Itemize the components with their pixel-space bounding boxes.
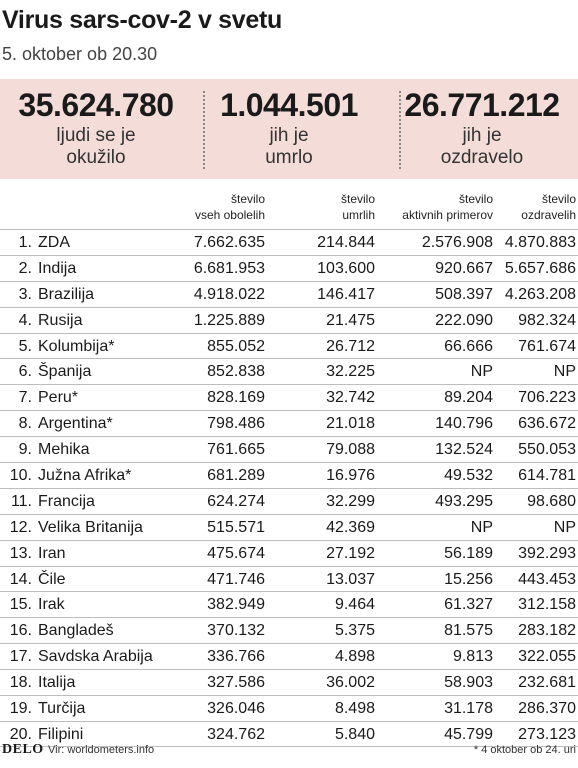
row-value: 32.742 xyxy=(326,389,375,407)
row-country: Španija xyxy=(38,363,92,381)
table-row xyxy=(0,255,578,281)
footer xyxy=(0,742,578,764)
stat-value: 26.771.212 xyxy=(404,87,560,123)
table-row xyxy=(0,229,578,255)
row-value: 42.369 xyxy=(326,518,375,536)
row-value: 1.225.889 xyxy=(193,311,265,329)
table-row xyxy=(0,333,578,359)
column-header-line: aktivnih primerov xyxy=(402,208,493,222)
row-value: 56.189 xyxy=(444,544,493,562)
row-rank: 15. xyxy=(9,596,32,614)
row-value: 4.870.883 xyxy=(504,234,576,251)
column-header-line: vseh obolelih xyxy=(194,208,265,222)
row-country: Bangladeš xyxy=(38,622,114,640)
row-value: 550.053 xyxy=(518,441,576,459)
table-row xyxy=(0,307,578,333)
row-country: Filipini xyxy=(38,725,84,743)
row-value: 624.274 xyxy=(207,492,265,510)
row-rank: 7. xyxy=(18,389,32,407)
row-value: 5.657.686 xyxy=(504,259,576,277)
row-rank: 12. xyxy=(9,518,32,536)
row-value: 222.090 xyxy=(435,311,493,329)
row-value: 336.766 xyxy=(207,648,265,666)
row-value: 21.018 xyxy=(326,415,375,433)
row-rank: 2. xyxy=(18,259,32,277)
column-header-recovered xyxy=(521,191,576,223)
summary-panel xyxy=(0,79,578,179)
row-value: 26.712 xyxy=(326,337,375,355)
row-value: 66.666 xyxy=(444,337,493,355)
row-value: 614.781 xyxy=(518,467,576,485)
row-rank: 17. xyxy=(9,648,32,666)
row-value: 326.046 xyxy=(207,700,265,718)
stat-infected xyxy=(0,79,192,169)
row-country: Iran xyxy=(38,544,66,562)
table-row xyxy=(0,695,578,721)
row-value: 49.532 xyxy=(444,467,493,485)
row-value: 21.475 xyxy=(326,311,375,329)
row-value: 7.662.635 xyxy=(193,234,265,251)
row-value: 382.949 xyxy=(207,596,265,614)
row-country: Velika Britanija xyxy=(38,518,143,536)
row-rank: 3. xyxy=(18,285,32,303)
table-row xyxy=(0,462,578,488)
row-rank: 14. xyxy=(9,570,32,588)
page-title: Virus sars-cov-2 v svetu xyxy=(2,6,282,34)
row-value: 32.299 xyxy=(326,492,375,510)
row-value: 370.132 xyxy=(207,622,265,640)
stat-label: umrlo xyxy=(265,147,313,168)
row-rank: 6. xyxy=(18,363,32,381)
row-country: Peru* xyxy=(38,389,79,407)
row-rank: 9. xyxy=(18,441,32,459)
row-value: 327.586 xyxy=(207,674,265,692)
row-value: 515.571 xyxy=(207,518,265,536)
row-value: 4.918.022 xyxy=(193,285,265,303)
row-value: 273.123 xyxy=(518,725,576,743)
row-value: 982.324 xyxy=(518,311,576,329)
row-value: NP xyxy=(470,518,493,536)
row-value: 312.158 xyxy=(518,596,576,614)
row-value: 493.295 xyxy=(435,492,493,510)
row-value: 636.672 xyxy=(518,415,576,433)
row-value: 146.417 xyxy=(317,285,375,303)
data-table xyxy=(0,229,578,747)
row-value: 32.225 xyxy=(326,363,375,381)
row-value: 855.052 xyxy=(207,337,265,355)
row-country: Brazilija xyxy=(38,285,95,303)
source-note: Vir: worldometers.info xyxy=(48,744,155,756)
row-country: Kolumbija* xyxy=(38,337,115,355)
row-value: 322.055 xyxy=(518,648,576,666)
row-value: 140.796 xyxy=(435,415,493,433)
row-value: 471.746 xyxy=(207,570,265,588)
row-value: 475.674 xyxy=(207,544,265,562)
row-country: Italija xyxy=(38,674,76,692)
column-header-line: število xyxy=(340,192,375,206)
row-country: Francija xyxy=(38,492,95,510)
row-value: 27.192 xyxy=(326,544,375,562)
table-row xyxy=(0,540,578,566)
stat-value: 1.044.501 xyxy=(220,87,358,123)
row-value: 9.813 xyxy=(452,648,493,666)
row-value: 443.453 xyxy=(518,570,576,588)
column-header-total xyxy=(195,191,265,223)
column-header-line: število xyxy=(541,192,576,206)
row-value: 31.178 xyxy=(444,700,493,718)
row-value: NP xyxy=(553,363,576,381)
table-row xyxy=(0,281,578,307)
row-rank: 5. xyxy=(18,337,32,355)
footnote: * 4 oktober ob 24. uri xyxy=(473,744,576,756)
table-row xyxy=(0,488,578,514)
row-value: 798.486 xyxy=(207,415,265,433)
table-row xyxy=(0,643,578,669)
stat-deaths xyxy=(193,79,385,169)
table-row xyxy=(0,591,578,617)
table-row xyxy=(0,566,578,592)
row-value: 4.898 xyxy=(334,648,375,666)
row-value: 132.524 xyxy=(435,441,493,459)
row-country: ZDA xyxy=(38,234,70,251)
row-value: 15.256 xyxy=(444,570,493,588)
row-value: 89.204 xyxy=(444,389,493,407)
row-value: 852.838 xyxy=(207,363,265,381)
column-header-line: ozdravelih xyxy=(521,208,576,222)
row-country: Rusija xyxy=(38,311,83,329)
row-value: 4.263.208 xyxy=(504,285,576,303)
row-value: NP xyxy=(553,518,576,536)
row-rank: 16. xyxy=(9,622,32,640)
table-row xyxy=(0,436,578,462)
stat-label: ljudi se je xyxy=(56,125,136,146)
row-value: 98.680 xyxy=(527,492,576,510)
row-value: 706.223 xyxy=(518,389,576,407)
table-row xyxy=(0,358,578,384)
row-value: 920.667 xyxy=(435,259,493,277)
row-rank: 4. xyxy=(18,311,32,329)
row-value: 8.498 xyxy=(334,700,375,718)
row-value: 214.844 xyxy=(317,234,375,251)
stat-label: jih je xyxy=(462,125,502,146)
row-value: NP xyxy=(470,363,493,381)
column-header-deaths xyxy=(341,191,375,223)
row-value: 2.576.908 xyxy=(421,234,493,251)
page-subtitle: 5. oktober ob 20.30 xyxy=(2,44,158,64)
row-value: 283.182 xyxy=(518,622,576,640)
stat-label: okužilo xyxy=(66,147,126,168)
row-country: Irak xyxy=(38,596,65,614)
row-value: 6.681.953 xyxy=(193,259,265,277)
column-header-line: število xyxy=(230,192,265,206)
row-value: 392.293 xyxy=(518,544,576,562)
table-row xyxy=(0,514,578,540)
row-rank: 18. xyxy=(9,674,32,692)
stat-recovered xyxy=(386,79,578,169)
row-value: 5.375 xyxy=(334,622,375,640)
table-row xyxy=(0,384,578,410)
row-country: Mehika xyxy=(38,441,90,459)
delo-logo: DELO xyxy=(2,742,44,757)
row-value: 58.903 xyxy=(444,674,493,692)
row-value: 79.088 xyxy=(326,441,375,459)
row-rank: 19. xyxy=(9,700,32,718)
row-value: 9.464 xyxy=(334,596,375,614)
stat-label: ozdravelo xyxy=(440,147,524,168)
row-value: 761.674 xyxy=(518,337,576,355)
row-value: 761.665 xyxy=(207,441,265,459)
stat-value: 35.624.780 xyxy=(18,87,174,123)
row-rank: 8. xyxy=(18,415,32,433)
row-value: 286.370 xyxy=(518,700,576,718)
row-country: Čile xyxy=(38,570,66,588)
stat-label: jih je xyxy=(269,125,309,146)
table-row xyxy=(0,669,578,695)
row-rank: 11. xyxy=(10,492,32,510)
row-value: 13.037 xyxy=(326,570,375,588)
column-header-active xyxy=(402,191,493,223)
row-country: Argentina* xyxy=(38,415,113,433)
row-rank: 10. xyxy=(9,467,32,485)
row-value: 232.681 xyxy=(518,674,576,692)
row-value: 681.289 xyxy=(207,467,265,485)
row-value: 103.600 xyxy=(317,259,375,277)
row-country: Indija xyxy=(38,259,77,277)
row-rank: 20. xyxy=(9,725,32,743)
row-value: 508.397 xyxy=(435,285,493,303)
row-value: 16.976 xyxy=(326,467,375,485)
row-value: 45.799 xyxy=(444,725,493,743)
column-header-line: umrlih xyxy=(342,208,375,222)
row-rank: 1. xyxy=(18,234,32,251)
column-header-line: število xyxy=(458,192,493,206)
table-row xyxy=(0,410,578,436)
row-value: 61.327 xyxy=(444,596,493,614)
row-value: 36.002 xyxy=(326,674,375,692)
row-value: 5.840 xyxy=(334,725,375,743)
row-value: 81.575 xyxy=(444,622,493,640)
table-row xyxy=(0,617,578,643)
row-country: Turčija xyxy=(38,700,86,718)
row-value: 324.762 xyxy=(207,725,265,743)
row-country: Južna Afrika* xyxy=(38,467,132,485)
row-country: Savdska Arabija xyxy=(38,648,153,666)
row-value: 828.169 xyxy=(207,389,265,407)
row-rank: 13. xyxy=(9,544,32,562)
